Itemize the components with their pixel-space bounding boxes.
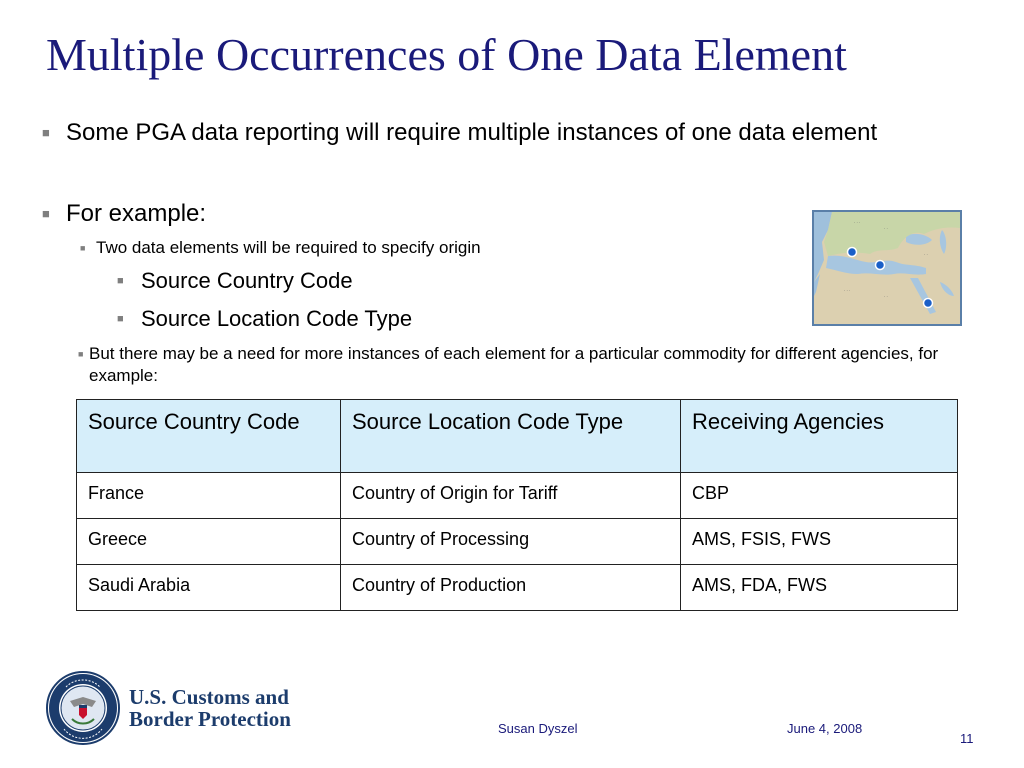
svg-text:· · ·: · · · [854,220,861,225]
bullet-marker: ■ [80,243,86,253]
seal-graphic [46,671,120,745]
table-cell: AMS, FDA, FWS [681,565,958,611]
svg-text:· ·: · · [884,294,888,299]
bullet-text: For example: [66,200,207,227]
table-cell: Country of Origin for Tariff [341,473,681,519]
bullet-marker: ■ [42,125,50,140]
column-header: Source Location Code Type [341,400,681,473]
subsubbullet-source-country-code [117,267,617,295]
table-row [77,565,958,611]
data-table [76,399,958,611]
table-cell: CBP [681,473,958,519]
footer-date: June 4, 2008 [787,721,863,736]
subsubbullet-source-location-code-type [117,305,617,333]
table-row [77,519,958,565]
column-header: Source Country Code [77,400,341,473]
svg-text:· ·: · · [924,252,928,257]
bullet-for-example [42,198,922,229]
slide-title: Multiple Occurrences of One Data Element [46,29,847,80]
table-row [77,473,958,519]
table-cell: AMS, FSIS, FWS [681,519,958,565]
logo-line-1: U.S. Customs and [129,685,289,709]
table-cell: Country of Processing [341,519,681,565]
cbp-logo-text [129,686,291,730]
table-header-row [77,400,958,473]
table-cell: Country of Production [341,565,681,611]
bullet-marker: ■ [42,206,50,221]
column-header: Receiving Agencies [681,400,958,473]
bullet-text: Some PGA data reporting will require multiple instances of one data element [66,119,878,146]
page-number: 11 [960,731,974,746]
bullet-pga-reporting [42,117,922,148]
svg-text:· ·: · · [884,226,888,231]
bullet-text: But there may be a need for more instances of each element for a particular commodity for different agencies, for example: [89,344,939,385]
map-thumbnail-icon [812,210,962,326]
map-graphic [814,212,960,324]
bullet-text: Source Location Code Type [141,306,413,331]
bullet-marker: ■ [78,349,84,359]
bullet-text: Source Country Code [141,268,353,293]
svg-text:· · ·: · · · [844,288,851,293]
logo-line-2: Border Protection [129,707,291,731]
bullet-text: Two data elements will be required to specify origin [96,238,481,257]
table-cell: Saudi Arabia [77,565,341,611]
table-cell: France [77,473,341,519]
dhs-seal-icon [46,671,120,745]
subbullet-two-elements [80,237,780,259]
bullet-marker: ■ [117,313,124,325]
table-cell: Greece [77,519,341,565]
bullet-marker: ■ [117,275,124,287]
footer-author: Susan Dyszel [498,721,578,736]
subbullet-more-instances [78,343,958,387]
